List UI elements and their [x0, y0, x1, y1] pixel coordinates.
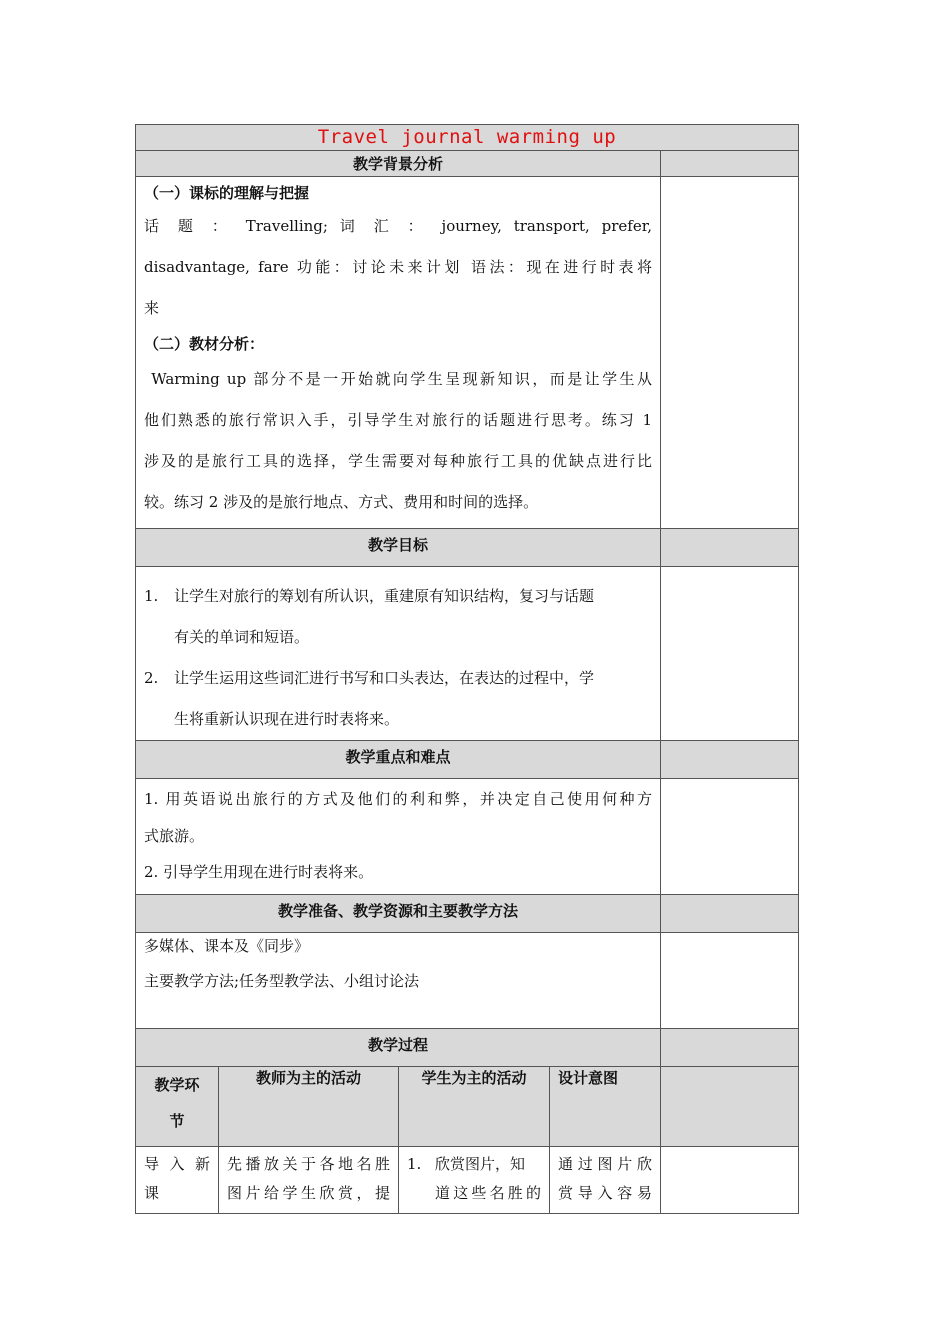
side-column-cell [661, 177, 799, 529]
process-stage-line: 课 [144, 1184, 160, 1202]
background-content [136, 177, 661, 529]
key-point-line: 1. 用英语说出旅行的方式及他们的利和弊，并决定自己使用何种方 [144, 790, 652, 808]
process-teacher-line: 图片给学生欣赏，提 [227, 1184, 390, 1202]
preparation-line: 多媒体、课本及《同步》 [144, 937, 310, 955]
objective-text-line: 让学生对旅行的筹划有所认识，重建原有知识结构，复习与话题 [174, 587, 595, 605]
preparation-line: 主要教学方法;任务型教学法、小组讨论法 [144, 972, 420, 990]
curriculum-text-line: disadvantage, fare 功能：讨论未来计划 语法：现在进行时表将 [144, 258, 652, 276]
side-column-cell [661, 933, 799, 1029]
side-column-cell [661, 779, 799, 895]
process-intent-line: 赏导入容易 [558, 1184, 652, 1202]
process-stage-line: 导 入 新 [144, 1155, 210, 1173]
column-header-intent: 设计意图 [550, 1067, 661, 1147]
objectives-content [136, 567, 661, 741]
objective-text-line: 有关的单词和短语。 [174, 628, 310, 646]
key-point-line: 式旅游。 [144, 827, 205, 845]
key-point-line: 2. 引导学生用现在进行时表将来。 [144, 863, 374, 881]
section-header-preparation: 教学准备、教学资源和主要教学方法 [136, 895, 661, 933]
process-teacher-line: 先播放关于各地名胜 [227, 1155, 390, 1173]
side-column-cell [661, 151, 799, 177]
curriculum-text-line: 来 [144, 299, 160, 317]
objective-item [144, 658, 652, 699]
process-teacher-cell [219, 1147, 399, 1214]
side-column-cell [661, 1147, 799, 1214]
process-student-item [407, 1150, 541, 1179]
curriculum-heading: （一）课标的理解与把握 [144, 184, 310, 202]
material-text-line: 涉及的是旅行工具的选择，学生需要对每种旅行工具的优缺点进行比 [144, 452, 652, 470]
process-intent-line: 通过图片欣 [558, 1155, 652, 1173]
objective-text-line: 生将重新认识现在进行时表将来。 [174, 710, 400, 728]
side-column-cell [661, 567, 799, 741]
lesson-plan-table [135, 124, 799, 1214]
material-heading: （二）教材分析： [144, 335, 265, 353]
objective-number: 1. [144, 587, 159, 605]
side-column-cell [661, 741, 799, 779]
material-text-line: 较。练习 2 涉及的是旅行地点、方式、费用和时间的选择。 [144, 493, 539, 511]
side-column-cell [661, 1067, 799, 1147]
section-header-background: 教学背景分析 [136, 151, 661, 177]
column-header-teacher: 教师为主的活动 [219, 1067, 399, 1147]
process-student-line: 欣赏图片，知 [435, 1155, 526, 1173]
column-header-stage [136, 1067, 219, 1147]
process-student-line: 道这些名胜的 [435, 1184, 541, 1202]
process-student-cell [399, 1147, 550, 1214]
material-text-line: 他们熟悉的旅行常识入手，引导学生对旅行的话题进行思考。练习 1 [144, 411, 652, 429]
column-header-stage-line: 教学环 [154, 1076, 200, 1094]
preparation-content [136, 933, 661, 1029]
objective-text-line: 让学生运用这些词汇进行书写和口头表达，在表达的过程中，学 [174, 669, 595, 687]
side-column-cell [661, 529, 799, 567]
side-column-cell [661, 1029, 799, 1067]
process-stage-cell [136, 1147, 219, 1214]
process-student-number: 1. [407, 1155, 422, 1173]
section-header-key-points: 教学重点和难点 [136, 741, 661, 779]
process-intent-cell [550, 1147, 661, 1214]
column-header-student: 学生为主的活动 [399, 1067, 550, 1147]
material-text-line: Warming up 部分不是一开始就向学生呈现新知识，而是让学生从 [144, 370, 652, 388]
objective-number: 2. [144, 669, 159, 687]
side-column-cell [661, 895, 799, 933]
section-header-process: 教学过程 [136, 1029, 661, 1067]
section-header-objectives: 教学目标 [136, 529, 661, 567]
objective-item [144, 576, 652, 617]
document-title: Travel journal warming up [136, 125, 799, 151]
column-header-stage-line: 节 [169, 1112, 185, 1130]
key-points-content [136, 779, 661, 895]
curriculum-text-line: 话 题 ： Travelling; 词 汇 ： journey, transport, prefer, [144, 217, 652, 235]
